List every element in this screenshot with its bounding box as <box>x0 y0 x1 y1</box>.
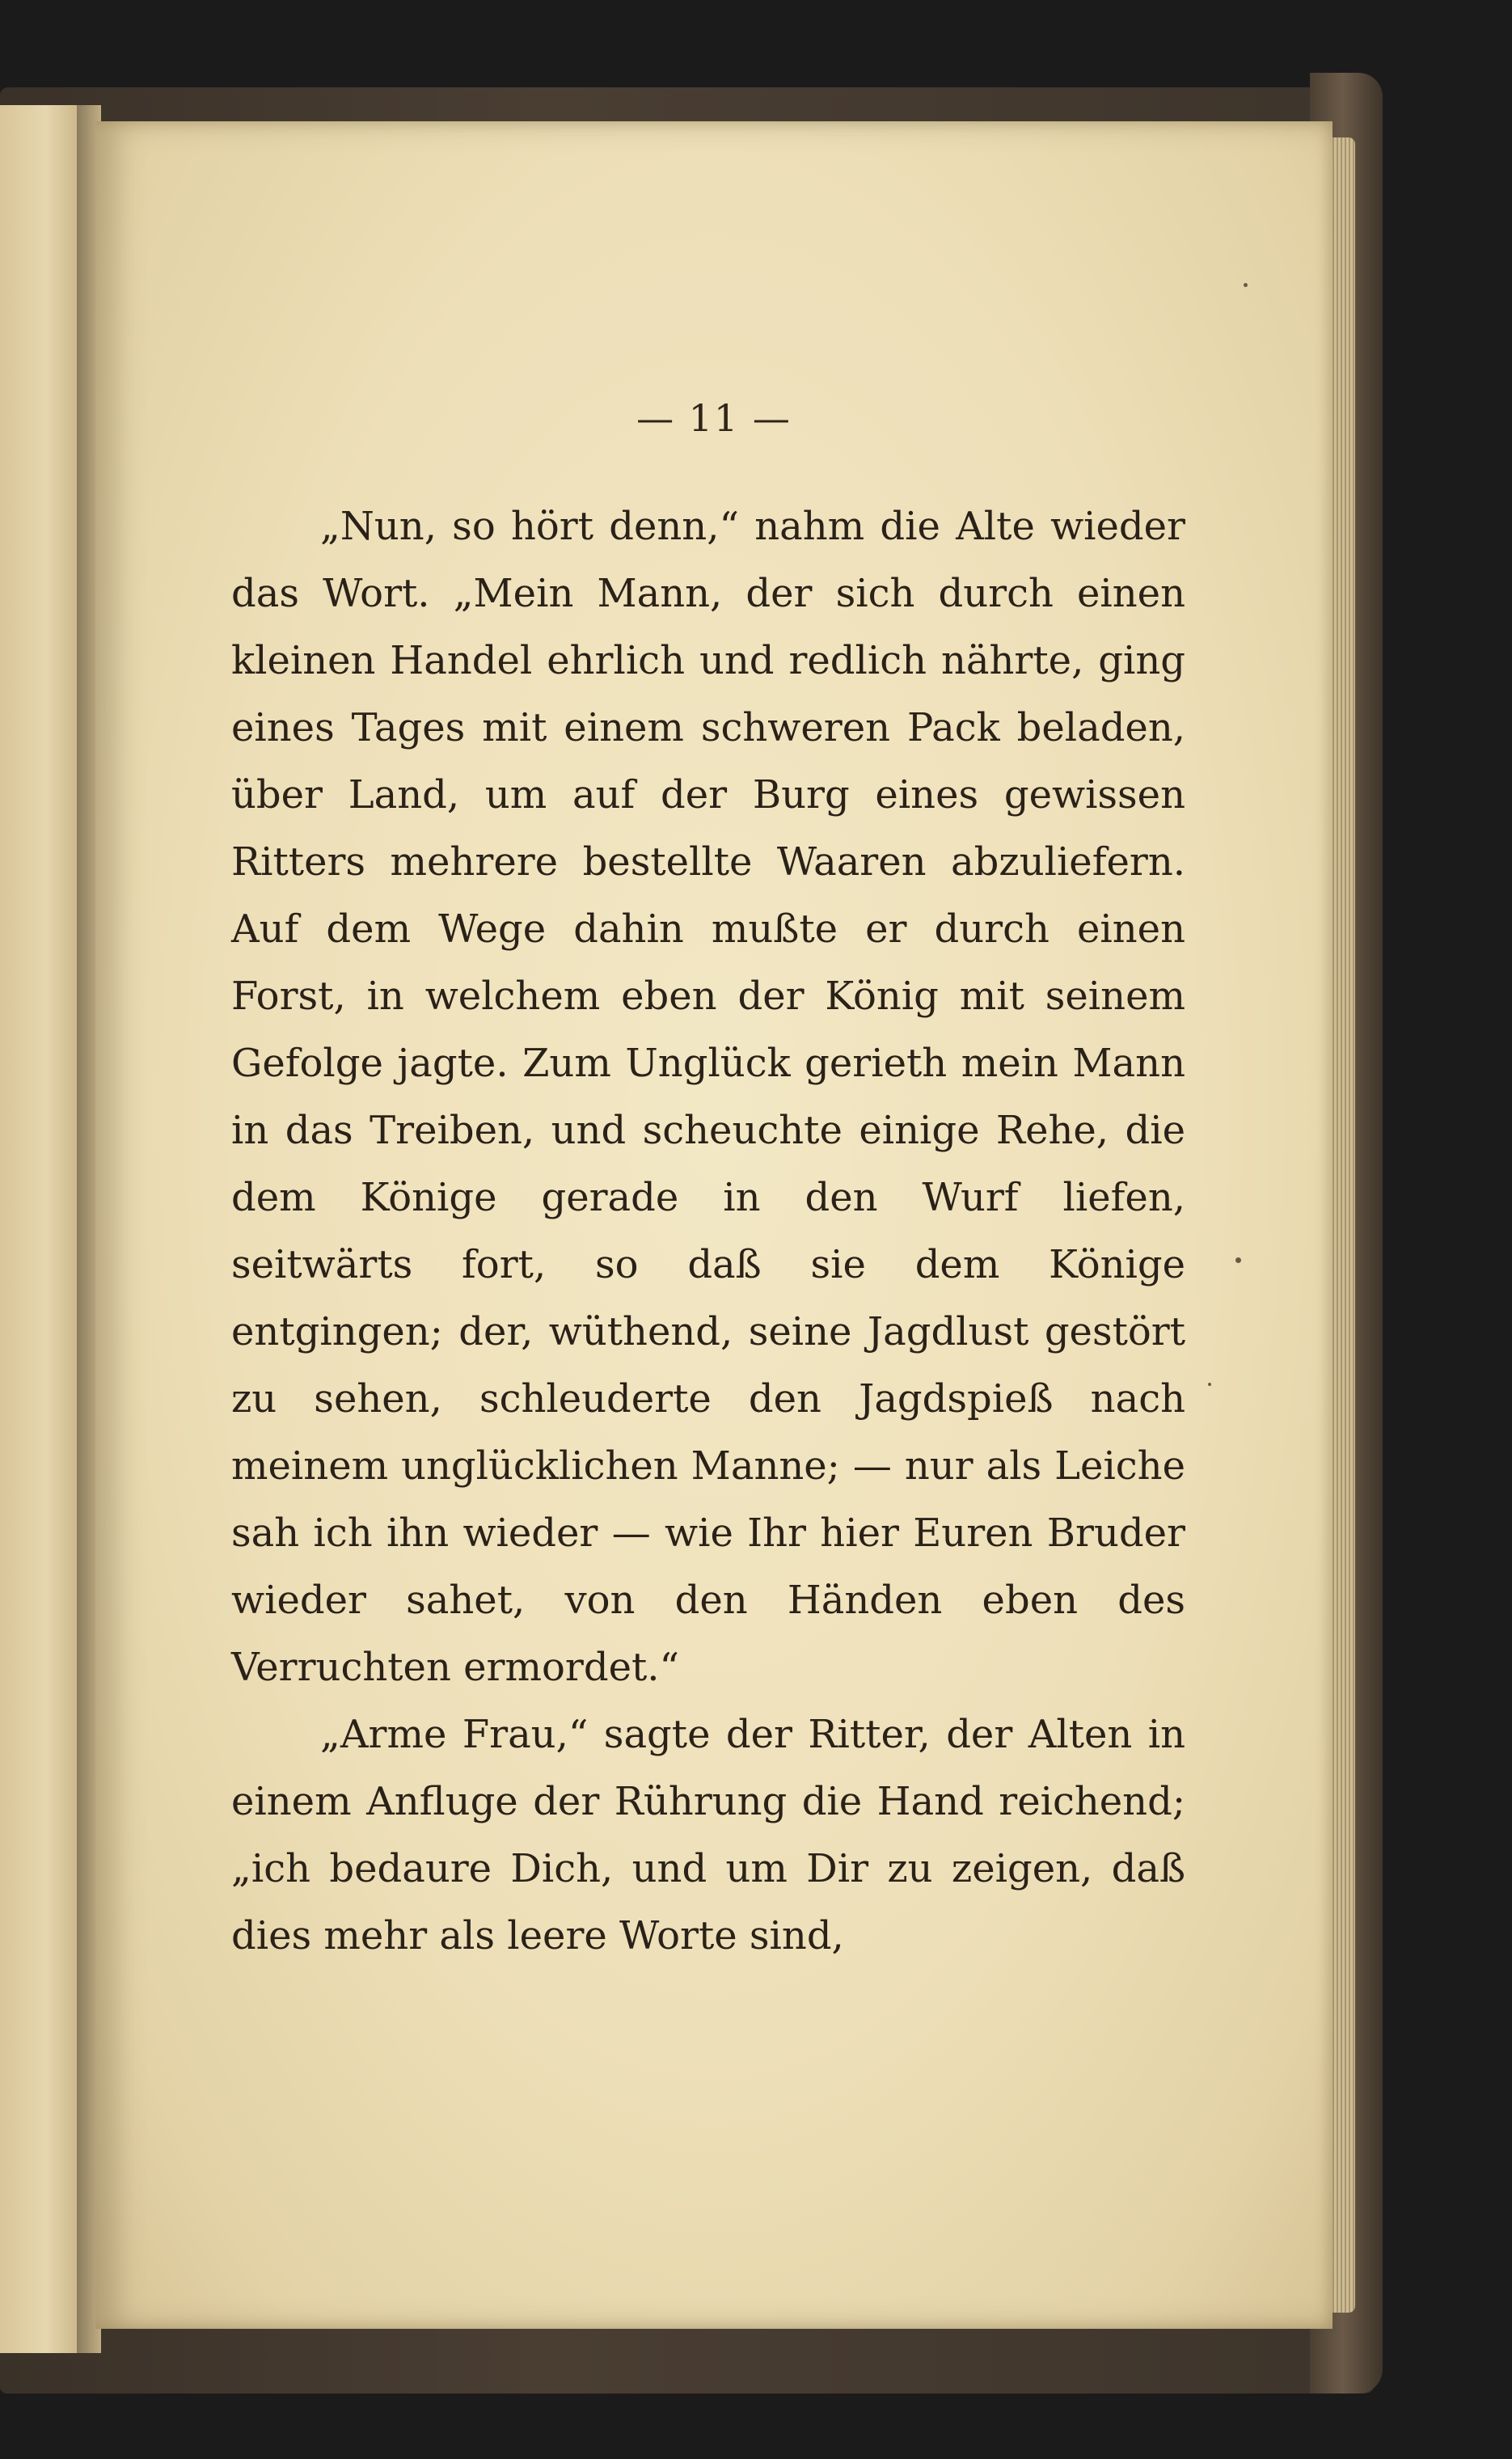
paper-speck <box>1244 283 1248 287</box>
paper-speck <box>1235 1257 1241 1263</box>
left-page-edge <box>0 105 79 2353</box>
page-text <box>231 493 1185 1970</box>
paragraph-2: „Arme Frau,“ sagte der Ritter, der Alten in einem Anfluge der Rührung die Hand reichend; „ich bedaure Dich, und um Dir zu zeigen, daß dies mehr als leere Worte sind, <box>231 1712 1185 1958</box>
paragraph-1: „Nun, so hört denn,“ nahm die Alte wieder das Wort. „Mein Mann, der sich durch einen kleinen Handel ehrlich und redlich nährte, ging eines Tages mit einem schweren Pack beladen, über Land, um auf der Burg eines gewissen Ritters mehrere bestellte Waaren abzuliefern. Auf dem Wege dahin mußte er durch einen Forst, in welchem eben der König mit seinem Gefolge jagte. Zum Unglück gerieth mein Mann in das Treiben, und scheuchte einige Rehe, die dem Könige gerade in den Wurf liefen, seitwärts fort, so daß sie dem Könige entgingen; der, wüthend, seine Jagdlust gestört zu sehen, schleuderte den Jagdspieß nach meinem unglücklichen Manne; — nur als Leiche sah ich ihn wieder — wie Ihr hier Euren Bruder wieder sahet, von den Händen eben des Verruchten ermordet.“ <box>231 504 1185 1690</box>
book-page <box>95 121 1333 2329</box>
paper-speck <box>1208 1383 1211 1386</box>
page-number: — 11 — <box>636 396 792 440</box>
